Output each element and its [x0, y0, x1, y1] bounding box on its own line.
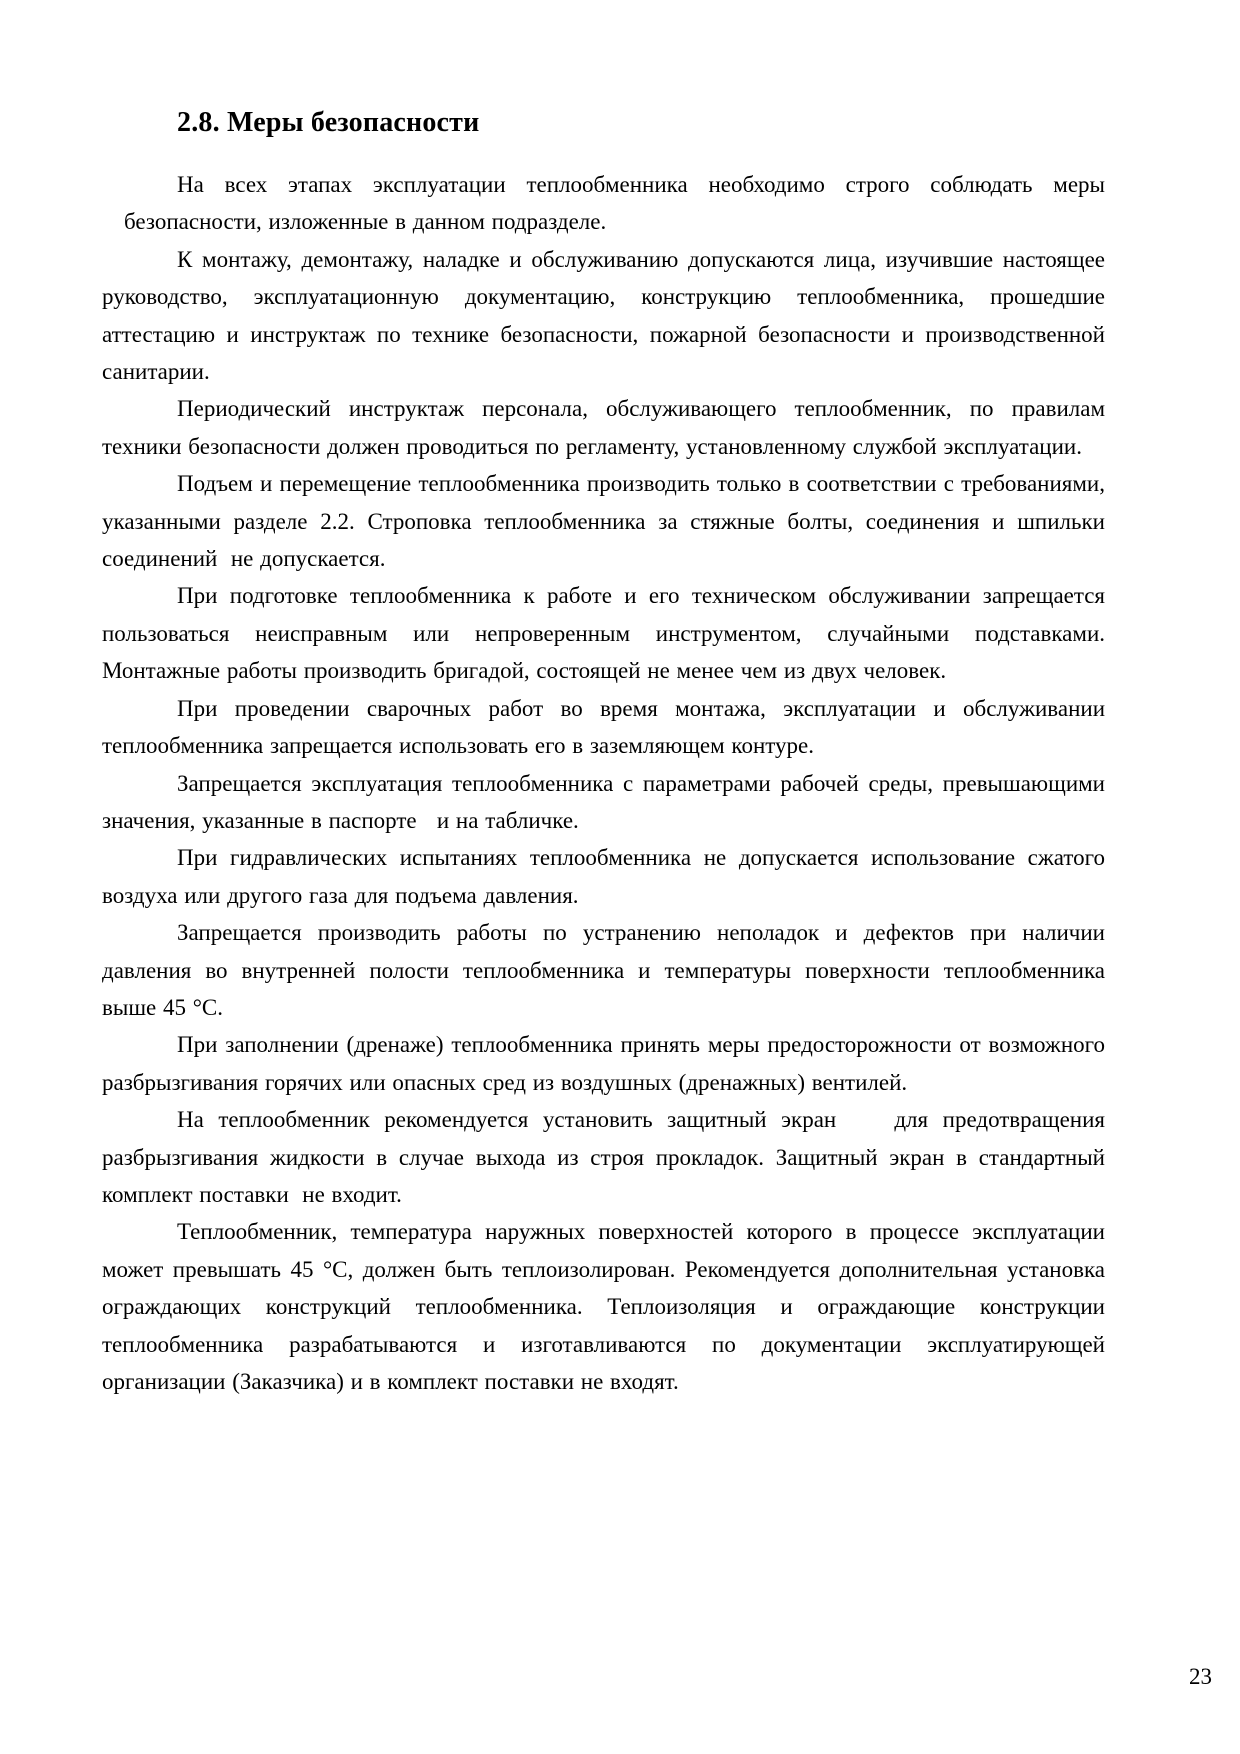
paragraph: К монтажу, демонтажу, наладке и обслуживанию допускаются лица, изучившие настоящее руководство, эксплуатационную документацию, конструкцию теплообменника, прошедшие аттестацию и инструктаж по технике безопасности, пожарной безопасности и производственной санитарии.: [102, 246, 1105, 385]
paragraph: При подготовке теплообменника к работе и его техническом обслуживании запрещается пользоваться неисправным или непроверенным инструментом, случайными подставками. Монтажные работы производить бригадой, состоящей не менее чем из двух человек.: [102, 583, 1105, 684]
paragraph: Запрещается эксплуатация теплообменника с параметрами рабочей среды, превышающими значения, указанные в паспорте и на табличке.: [102, 770, 1105, 833]
paragraph: Запрещается производить работы по устранению неполадок и дефектов при наличии давления во внутренней полости теплообменника и температуры поверхности теплообменника выше 45 °С.: [102, 920, 1105, 1020]
paragraph: Периодический инструктаж персонала, обслуживающего теплообменник, по правилам техники безопасности должен проводиться по регламенту, установленному службой эксплуатации.: [102, 396, 1105, 459]
paragraph: Подъем и перемещение теплообменника производить только в соответствии с требованиями, указанными разделе 2.2. Строповка теплообменника за стяжные болты, соединения и шпильки соединений не допускается.: [102, 471, 1105, 572]
page-number: 23: [1189, 1664, 1212, 1689]
paragraph: При гидравлических испытаниях теплообменника не допускается использование сжатого воздуха или другого газа для подъема давления.: [102, 845, 1105, 908]
section-heading: 2.8. Меры безопасности: [177, 107, 480, 138]
paragraph: На всех этапах эксплуатации теплообменника необходимо строго соблюдать меры безопасности, изложенные в данном подразделе.: [124, 172, 1105, 235]
paragraph: На теплообменник рекомендуется установить защитный экран для предотвращения разбрызгивания жидкости в случае выхода из строя прокладок. Защитный экран в стандартный комплект поставки не входит.: [102, 1107, 1105, 1207]
paragraph: При заполнении (дренаже) теплообменника принять меры предосторожности от возможного разбрызгивания горячих или опасных сред из воздушных (дренажных) вентилей.: [102, 1032, 1105, 1095]
page-content: [102, 0, 1105, 1400]
paragraph: Теплообменник, температура наружных поверхностей которого в процессе эксплуатации может превышать 45 °С, должен быть теплоизолирован. Рекомендуется дополнительная установка ограждающих конструкций теплообменника. Теплоизоляция и ограждающие конструкции теплообменника разрабатываются и изготавливаются по документации эксплуатирующей организации (Заказчика) и в комплект поставки не входят.: [102, 1219, 1105, 1394]
paragraph: При проведении сварочных работ во время монтажа, эксплуатации и обслуживании теплообменника запрещается использовать его в заземляющем контуре.: [102, 695, 1105, 759]
